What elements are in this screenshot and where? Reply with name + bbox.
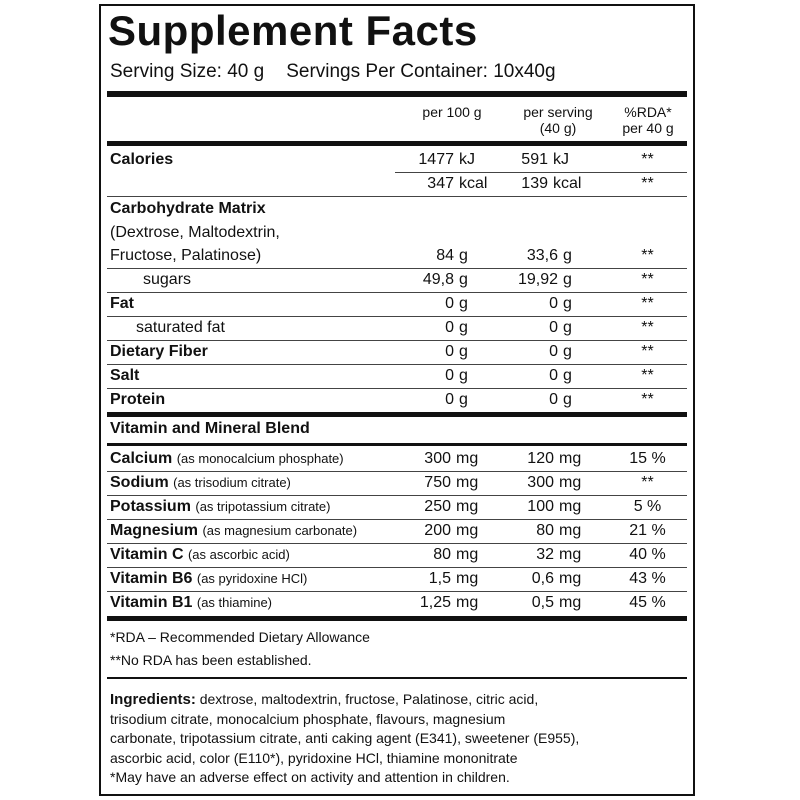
row-divider [107,196,687,197]
vitamin-b6-perserving: 0,6 mg [531,570,582,587]
vitamin-b1-per100: 1,25 mg [419,594,479,611]
nutrient-label-sugars: sugars [143,271,192,288]
nutrient-label-salt: Salt [110,367,140,384]
carb-label: Carbohydrate Matrix [110,200,266,217]
header-rda: %RDA* [624,104,672,120]
vitamin-row-label: Vitamin C (as ascorbic acid) [110,546,290,563]
footnote-rda: *RDA – Recommended Dietary Allowance [110,629,370,645]
calories-label: Calories [110,151,174,168]
vitamin-b6-per100: 1,5 mg [428,570,479,587]
serving-info [110,60,556,84]
ingredients-line: ascorbic acid, color (E110*), pyridoxine HCl, thiamine mononitrate [110,749,518,766]
carb-rda: ** [641,247,654,264]
ingredients-line: Ingredients: dextrose, maltodextrin, fructose, Palatinose, citric acid, [110,691,539,708]
row-divider [107,364,687,365]
row-divider [107,268,687,269]
vitamin-c-perserving: 32 mg [536,546,582,563]
nutrient-label-dietary-fiber: Dietary Fiber [110,343,208,360]
nutrient-dietary-fiber-per100: 0 g [445,343,468,360]
panel-title: Supplement Facts [108,7,478,54]
ingredients-line: trisodium citrate, monocalcium phosphate, flavours, magnesium [110,710,506,727]
nutrient-fat-per100: 0 g [445,295,468,312]
nutrient-saturated-fat-perserving: 0 g [549,319,572,336]
servings-per-container: Servings Per Container: 10x40g [286,61,556,82]
nutrient-saturated-fat-per100: 0 g [445,319,468,336]
nutrient-fat-perserving: 0 g [549,295,572,312]
vitamin-b1-perserving: 0,5 mg [531,594,582,611]
header-per-100g: per 100 g [422,104,482,120]
blend-title: Vitamin and Mineral Blend [110,420,310,437]
ingredients-line: carbonate, tripotassium citrate, anti caking agent (E341), sweetener (E955), [110,730,580,746]
nutrient-saturated-fat-rda: ** [641,319,654,336]
header-thick-rule [107,141,687,146]
calories-kj-rda: ** [641,151,654,168]
vitamins-thick-rule [107,616,687,621]
blend-rule [107,443,687,446]
vitamin-magnesium-perserving: 80 mg [536,522,582,539]
nutrient-dietary-fiber-perserving: 0 g [549,343,572,360]
nutrient-protein-per100: 0 g [445,391,468,408]
vitamin-potassium-rda: 5 % [633,498,662,515]
vitamin-calcium-rda: 15 % [629,450,666,467]
header-per-serving: per serving [523,104,593,120]
vitamin-row-label: Vitamin B1 (as thiamine) [110,594,272,611]
vitamin-b6-rda: 43 % [629,570,666,587]
serving-size: Serving Size: 40 g [110,61,265,82]
vitamin-calcium-perserving: 120 mg [527,450,582,467]
vitamin-potassium-per100: 250 mg [424,498,479,515]
vitamin-sodium-perserving: 300 mg [527,474,582,491]
calories-kcal-per100: 347 kcal [427,175,488,192]
vitamin-magnesium-rda: 21 % [629,522,666,539]
nutrient-sugars-rda: ** [641,271,654,288]
nutrient-salt-per100: 0 g [445,367,468,384]
vitamin-sodium-rda: ** [641,474,654,491]
row-divider [107,292,687,293]
nutrient-dietary-fiber-rda: ** [641,343,654,360]
header-rda-basis: per 40 g [622,120,674,136]
nutrient-label-saturated-fat: saturated fat [136,319,225,336]
nutrient-label-protein: Protein [110,391,166,408]
nutrient-label-fat: Fat [110,295,134,312]
vitamin-c-per100: 80 mg [433,546,479,563]
nutrient-sugars-per100: 49,8 g [422,271,468,288]
vitamin-row-label: Vitamin B6 (as pyridoxine HCl) [110,570,308,587]
vitamin-potassium-perserving: 100 mg [527,498,582,515]
footnote-no-rda: **No RDA has been established. [110,652,312,668]
header-per-serving-size: (40 g) [539,120,577,136]
calories-kcal-perserving: 139 kcal [521,175,582,192]
calories-kcal-rda: ** [641,175,654,192]
vitamin-row-label: Calcium (as monocalcium phosphate) [110,450,344,467]
vitamin-row-label: Sodium (as trisodium citrate) [110,474,291,491]
calories-kj-per100: 1477 kJ [418,151,475,168]
vitamin-row-label: Magnesium (as magnesium carbonate) [110,522,358,539]
carb-per100: 84 g [436,247,468,264]
vitamin-magnesium-per100: 200 mg [424,522,479,539]
nutrient-protein-perserving: 0 g [549,391,572,408]
ingredients-label: Ingredients: [110,691,196,708]
vitamin-sodium-per100: 750 mg [424,474,479,491]
nutrient-protein-rda: ** [641,391,654,408]
footnote-rule [107,677,687,679]
vitamin-calcium-per100: 300 mg [424,450,479,467]
nutrient-fat-rda: ** [641,295,654,312]
calories-kj-perserving: 591 kJ [521,151,569,168]
vitamin-b1-rda: 45 % [629,594,666,611]
nutrient-salt-perserving: 0 g [549,367,572,384]
carb-perserving: 33,6 g [526,247,572,264]
ingredients-block [110,690,690,788]
nutrient-sugars-perserving: 19,92 g [517,271,572,288]
nutrients-thick-rule [107,412,687,417]
carb-sub-line-2: Fructose, Palatinose) [110,247,262,264]
carb-sub-line-1: (Dextrose, Maltodextrin, [110,224,280,241]
nutrient-salt-rda: ** [641,367,654,384]
row-divider [107,388,687,389]
vitamin-c-rda: 40 % [629,546,666,563]
vitamin-row-label: Potassium (as tripotassium citrate) [110,498,331,515]
ingredients-warning: *May have an adverse effect on activity and attention in children. [110,769,510,785]
top-thick-rule [107,91,687,97]
